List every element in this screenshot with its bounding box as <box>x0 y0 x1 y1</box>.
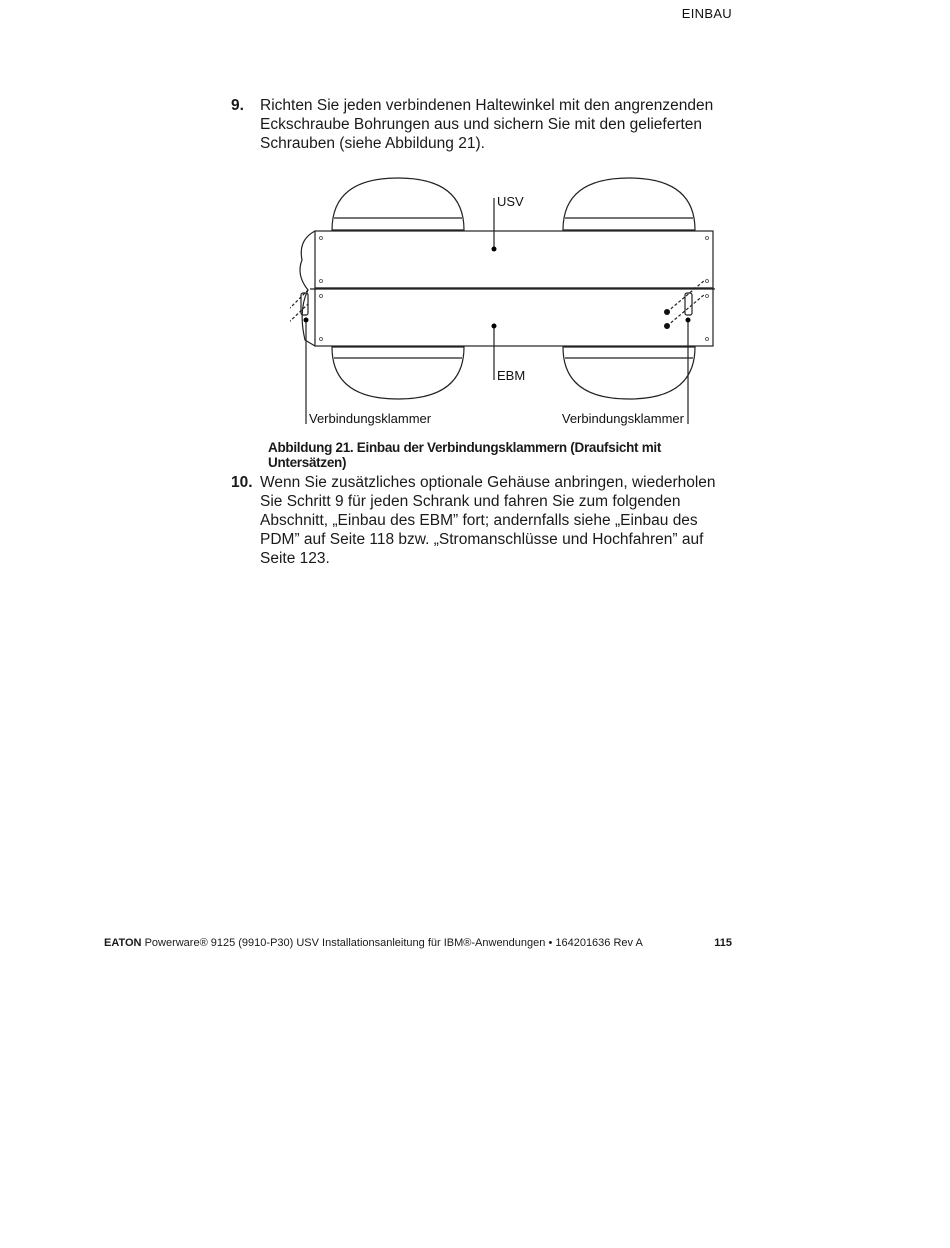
step-number: 9. <box>231 97 244 114</box>
ebm-cabinet <box>315 288 713 346</box>
step-text: Wenn Sie zusätzliches optionale Gehäuse anbringen, wiederholen Sie Schritt 9 für jeden Schrank und fahren Sie zum folgenden Abschnitt, „Einbau des EBM” fort; andernfalls siehe „Einbau des PDM” auf Seite 118 bzw. „Stromanschlüsse und Hochfahren” auf Seite 123. <box>260 474 716 567</box>
ebm-foot-left <box>332 347 464 399</box>
section-header: EINBAU <box>681 6 732 21</box>
label-ups: USV <box>497 194 524 209</box>
label-clamp-right: Verbindungsklammer <box>561 411 684 426</box>
step-number: 10. <box>231 474 253 491</box>
label-clamp-left: Verbindungsklammer <box>309 411 432 426</box>
clamp-right <box>685 293 692 315</box>
footer-text: Powerware® 9125 (9910-P30) USV Installationsanleitung für IBM®-Anwendungen • 164201636 Rev A <box>144 937 643 949</box>
ebm-foot-right <box>563 347 695 399</box>
ups-foot-right <box>563 178 695 230</box>
ups-cabinet <box>315 231 713 288</box>
top-view-diagram <box>290 170 720 430</box>
ups-foot-left <box>332 178 464 230</box>
figure-clamp-installation <box>290 170 720 430</box>
page-number: 115 <box>714 937 732 949</box>
figure-caption: Abbildung 21. Einbau der Verbindungsklammern (Draufsicht mit Untersätzen) <box>268 440 662 470</box>
label-ebm: EBM <box>497 368 526 383</box>
step-10 <box>231 473 731 568</box>
step-text: Richten Sie jeden verbindenen Haltewinkel mit den angrenzenden Eckschraube Bohrungen aus und sichern Sie mit den gelieferten Schrauben (siehe Abbildung 21). <box>260 97 714 152</box>
page-footer <box>104 937 732 949</box>
footer-brand: EATON <box>104 937 142 949</box>
step-9 <box>231 96 731 153</box>
